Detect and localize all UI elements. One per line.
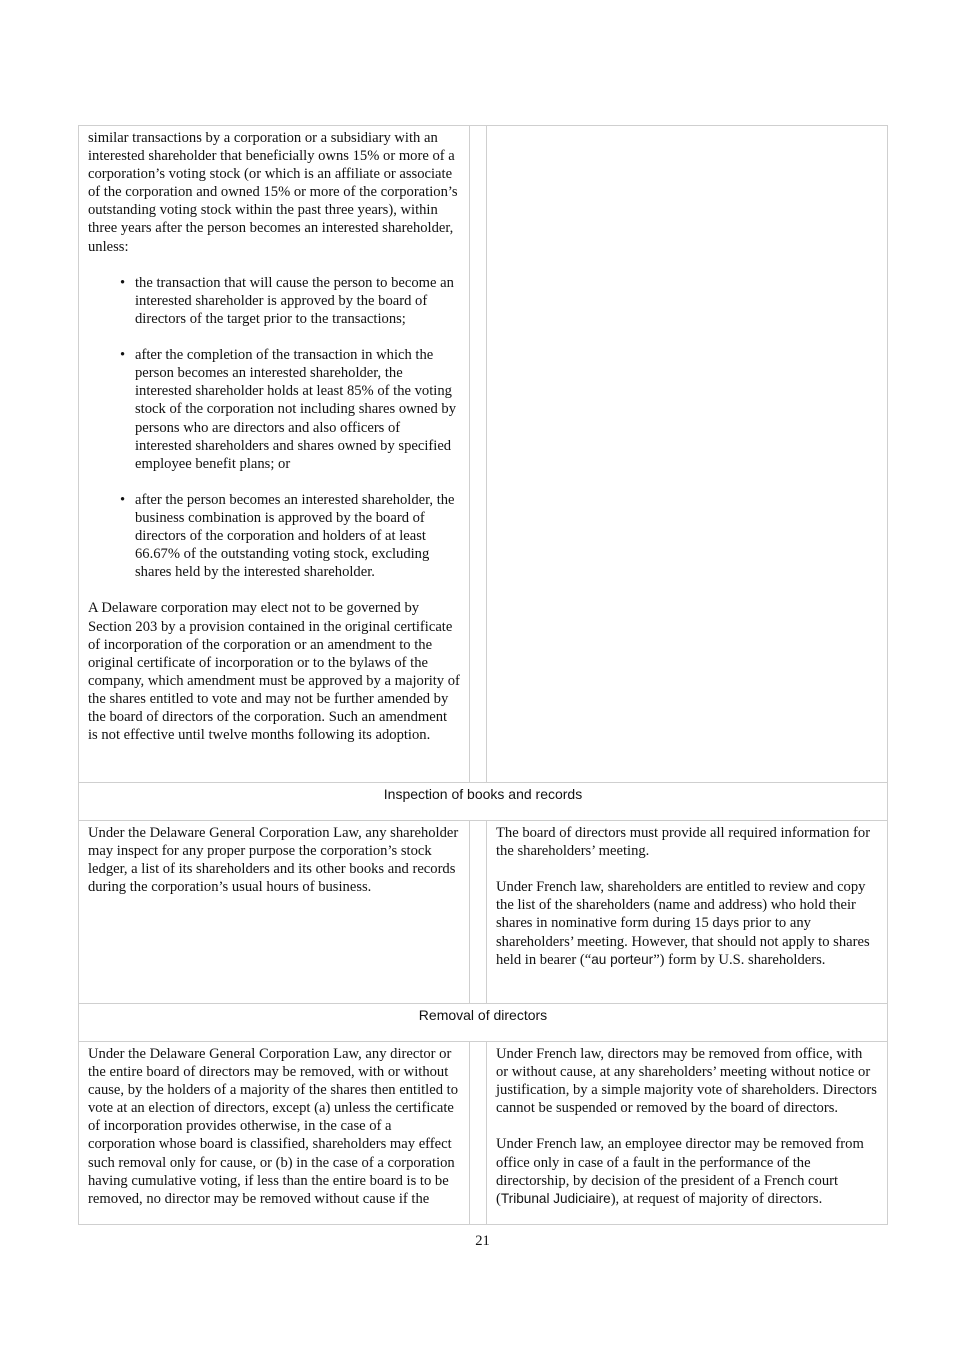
bullet-list	[88, 274, 460, 582]
paragraph: The board of directors must provide all required information for the shareholders’ meeting.	[496, 825, 871, 860]
section-heading-removal: Removal of directors	[79, 1004, 888, 1042]
table-row	[79, 126, 888, 783]
delaware-cell	[79, 1042, 470, 1225]
section-header-row	[79, 1004, 888, 1042]
spacer-cell	[470, 1042, 487, 1225]
bullet-icon: •	[120, 274, 126, 291]
french-cell	[487, 126, 888, 783]
section-header-row	[79, 783, 888, 821]
paragraph: A Delaware corporation may elect not to be governed by Section 203 by a provision contained in the original certificate of incorporation of the corporation or an amendment to the original certificate of incorporation or to the bylaws of the company, which amendment must be approved by a majority of the shares entitled to vote and may not be further amended by the board of directors of the corporation. Such an amendment is not effective until twelve months following its adoption.	[88, 600, 460, 744]
foreign-term: au porteur	[591, 951, 654, 967]
bullet-icon: •	[120, 347, 126, 364]
section-heading-inspection: Inspection of books and records	[79, 783, 888, 821]
list-item: • after the person becomes an interested shareholder, the business combination is approved by the board of directors of the corporation and holders of at least 66.67% of the outstanding voting stock, excluding shares held by the interested shareholder.	[120, 491, 455, 581]
page-number: 21	[475, 1233, 490, 1249]
paragraph: Under French law, shareholders are entitled to review and copy the list of the shareholders (name and address) who hold their shares in nominative form during 15 days prior to any shareholders’ meeting. However, that should not apply to shares held in bearer (“au porteur”) form by U.S. shareholders.	[496, 879, 870, 968]
paragraph: Under the Delaware General Corporation Law, any director or the entire board of directors may be removed, with or without cause, by the holders of a majority of the shares then entitled to vote at an election of directors, except (a) unless the certificate of incorporation provides otherwise, in the case of a corporation whose board is classified, shareholders may effect such removal only for cause, or (b) in the case of a corporation having cumulative voting, if less than the entire board is to be removed, no director may be removed without cause if the	[88, 1046, 459, 1207]
paragraph: Under the Delaware General Corporation Law, any shareholder may inspect for any proper purpose the corporation’s stock ledger, a list of its shareholders and its other books and records during the corporation’s usual hours of business.	[88, 825, 459, 896]
list-item: • after the completion of the transaction in which the person becomes an interested shareholder, the interested shareholder holds at least 85% of the voting stock of the corporation not including shares owned by persons who are directors and also officers of interested shareholders and shares owned by specified employee benefit plans; or	[120, 347, 456, 472]
spacer-cell	[470, 126, 487, 783]
delaware-cell	[79, 821, 470, 1004]
paragraph: Under French law, an employee director may be removed from office only in case of a fault in the performance of the directorship, by decision of the president of a French court (Tribunal Judiciaire), at request of majority of directors.	[496, 1136, 864, 1207]
paragraph: similar transactions by a corporation or a subsidiary with an interested shareholder that beneficially owns 15% or more of a corporation’s voting stock (or which is an affiliate or associate of the corporation and owned 15% or more of the corporation’s outstanding voting stock within the past three years), within three years after the person becomes an interested shareholder, unless:	[88, 130, 458, 255]
french-cell	[487, 821, 888, 1004]
comparison-table	[78, 125, 888, 1225]
paragraph: Under French law, directors may be removed from office, with or without cause, at any shareholders’ meeting without notice or justification, by a simple majority vote of shareholders. Directors cannot be suspended or removed by the board of directors.	[496, 1046, 877, 1117]
bullet-icon: •	[120, 491, 126, 508]
delaware-cell	[79, 126, 470, 783]
foreign-term: Tribunal Judiciaire	[500, 1190, 611, 1206]
spacer-cell	[470, 821, 487, 1004]
table-row	[79, 1042, 888, 1225]
list-item: • the transaction that will cause the person to become an interested shareholder is approved by the board of directors of the target prior to the transactions;	[120, 274, 454, 327]
table-row	[79, 821, 888, 1004]
french-cell	[487, 1042, 888, 1225]
